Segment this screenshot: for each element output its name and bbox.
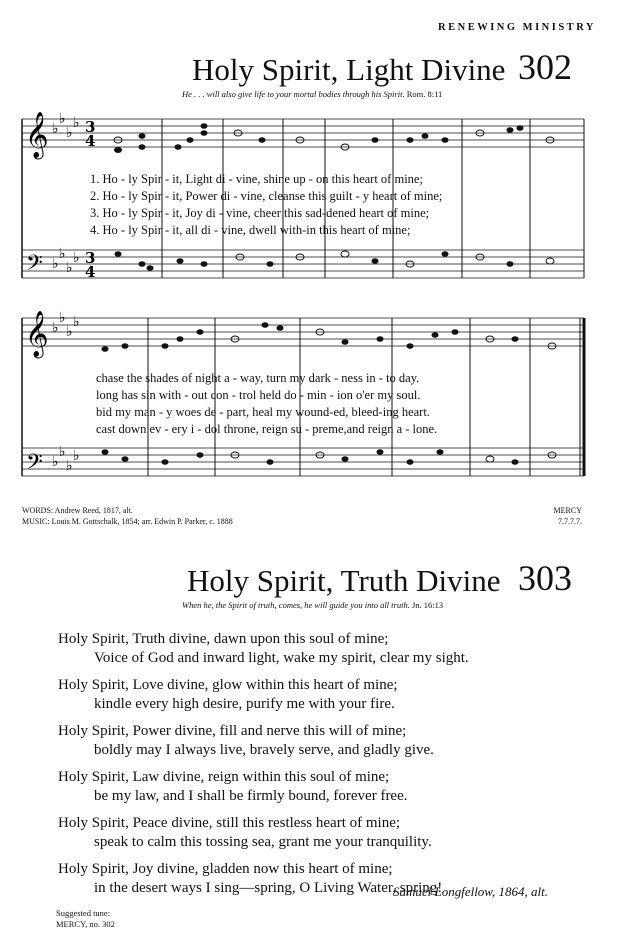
stanza-line-1: Holy Spirit, Law divine, reign within this soul of mine; bbox=[58, 769, 390, 785]
hymn-303-number: 303 bbox=[518, 558, 572, 598]
stanza-line-1: Holy Spirit, Peace divine, still this restless heart of mine; bbox=[58, 815, 401, 831]
lyric-line: bid my man - y woes de - part, heal my wound-ed, bleed-ing heart. bbox=[96, 405, 430, 419]
svg-text:♭: ♭ bbox=[52, 121, 59, 137]
hymn-302-title: Holy Spirit, Light Divine bbox=[192, 52, 506, 87]
stanza-line-2: speak to calm this tossing sea, grant me your tranquility. bbox=[94, 834, 432, 850]
svg-text:3: 3 bbox=[85, 118, 96, 136]
stanza bbox=[58, 768, 618, 806]
hymn-303-epigraph bbox=[182, 600, 443, 610]
hymn-303-attribution: Samuel Longfellow, 1864, alt. bbox=[392, 884, 548, 899]
section-label: RENEWING MINISTRY bbox=[438, 22, 596, 33]
svg-text:4: 4 bbox=[85, 263, 96, 281]
suggested-tune-label: Suggested tune: bbox=[56, 908, 111, 918]
svg-text:♭: ♭ bbox=[52, 454, 59, 470]
lyric-line: 4. Ho - ly Spir - it, all di - vine, dwell with-in this heart of mine; bbox=[90, 223, 411, 237]
svg-text:♭: ♭ bbox=[59, 310, 66, 326]
svg-text:♭: ♭ bbox=[52, 320, 59, 336]
lyric-line: cast down ev - ery i - dol throne, reign su - preme,and reign a - lone. bbox=[96, 422, 438, 436]
svg-text:♭: ♭ bbox=[59, 444, 66, 460]
svg-text:♭: ♭ bbox=[66, 125, 73, 141]
notes-system-2-treble bbox=[102, 322, 557, 352]
svg-text:4: 4 bbox=[85, 132, 96, 150]
stanza-line-2: Voice of God and inward light, wake my spirit, clear my sight. bbox=[94, 650, 469, 666]
suggested-tune bbox=[56, 908, 115, 930]
stanza-line-2: boldly may I always live, bravely serve, and gladly give. bbox=[94, 742, 434, 758]
stanza-line-1: Holy Spirit, Love divine, glow within this heart of mine; bbox=[58, 677, 398, 693]
hymn-303-epigraph-ref: Jn. 16:13 bbox=[411, 600, 444, 610]
svg-text:♭: ♭ bbox=[59, 246, 66, 262]
music-credit: MUSIC: Louis M. Gottschalk, 1854; arr. Edwin P. Parker, c. 1888 bbox=[22, 517, 233, 526]
stanza bbox=[58, 722, 618, 760]
svg-text:♭: ♭ bbox=[73, 250, 80, 266]
lyrics-system-1 bbox=[90, 172, 442, 240]
lyric-line: 2. Ho - ly Spir - it, Power di - vine, cleanse this guilt - y heart of mine; bbox=[90, 189, 443, 203]
stanza-line-2: be my law, and I shall be firmly bound, forever free. bbox=[94, 788, 408, 804]
hymn-302-epigraph-ref: Rom. 8:11 bbox=[406, 89, 443, 99]
treble-clef-icon-2: 𝄞 bbox=[25, 311, 49, 357]
lyric-line: 3. Ho - ly Spir - it, Joy di - vine, cheer this sad-dened heart of mine; bbox=[90, 206, 430, 220]
bass-clef-icon: 𝄢 bbox=[26, 251, 43, 281]
stanza-line-1: Holy Spirit, Joy divine, gladden now this heart of mine; bbox=[58, 861, 393, 877]
hymn-303-stanzas bbox=[58, 630, 618, 898]
hymn-302-tune bbox=[554, 505, 582, 527]
lyric-line: chase the shades of night a - way, turn my dark - ness in - to day. bbox=[96, 371, 420, 385]
svg-text:3: 3 bbox=[85, 249, 96, 267]
treble-staff-2 bbox=[22, 318, 584, 346]
svg-text:♭: ♭ bbox=[52, 256, 59, 272]
lyric-line: 1. Ho - ly Spir - it, Light di - vine, shine up - on this heart of mine; bbox=[90, 172, 423, 186]
hymn-302-credits bbox=[22, 505, 233, 527]
stanza bbox=[58, 676, 618, 714]
stanza bbox=[58, 814, 618, 852]
key-signature-flats bbox=[52, 111, 80, 474]
svg-text:♭: ♭ bbox=[66, 324, 73, 340]
svg-text:♭: ♭ bbox=[73, 115, 80, 131]
svg-text:♭: ♭ bbox=[66, 458, 73, 474]
lyric-line: long has sin with - out con - trol held do - min - ion o'er my soul. bbox=[96, 388, 421, 402]
stanza bbox=[58, 630, 618, 668]
svg-text:♭: ♭ bbox=[59, 111, 66, 127]
lyrics-system-2 bbox=[96, 371, 437, 439]
stanza-line-2: in the desert ways I sing—spring, O Living Water, spring! bbox=[94, 880, 443, 896]
suggested-tune-value: MERCY, no. 302 bbox=[56, 919, 115, 929]
hymn-303-title: Holy Spirit, Truth Divine bbox=[187, 563, 501, 598]
tune-meter: 7.7.7.7. bbox=[558, 517, 582, 526]
stanza-line-2: kindle every high desire, purify me with your fire. bbox=[94, 696, 395, 712]
hymn-302-number: 302 bbox=[518, 47, 572, 87]
notes-system-2-bass bbox=[102, 449, 557, 465]
notes-system-1-bass bbox=[115, 251, 555, 271]
hymn-303-epigraph-text: When he, the Spirit of truth, comes, he will guide you into all truth. bbox=[182, 600, 410, 610]
svg-text:♭: ♭ bbox=[73, 448, 80, 464]
bass-clef-icon-2: 𝄢 bbox=[26, 450, 43, 480]
notes-system-1-treble bbox=[114, 123, 554, 153]
tune-name: MERCY bbox=[553, 506, 582, 515]
treble-clef-icon: 𝄞 bbox=[25, 112, 49, 158]
hymn-302-epigraph-text: He . . . will also give life to your mortal bodies through his Spirit. bbox=[182, 89, 405, 99]
stanza-line-1: Holy Spirit, Truth divine, dawn upon this soul of mine; bbox=[58, 631, 389, 647]
svg-text:♭: ♭ bbox=[66, 260, 73, 276]
words-credit: WORDS: Andrew Reed, 1817, alt. bbox=[22, 506, 133, 515]
svg-text:♭: ♭ bbox=[73, 314, 80, 330]
stanza-line-1: Holy Spirit, Power divine, fill and nerve this will of mine; bbox=[58, 723, 407, 739]
